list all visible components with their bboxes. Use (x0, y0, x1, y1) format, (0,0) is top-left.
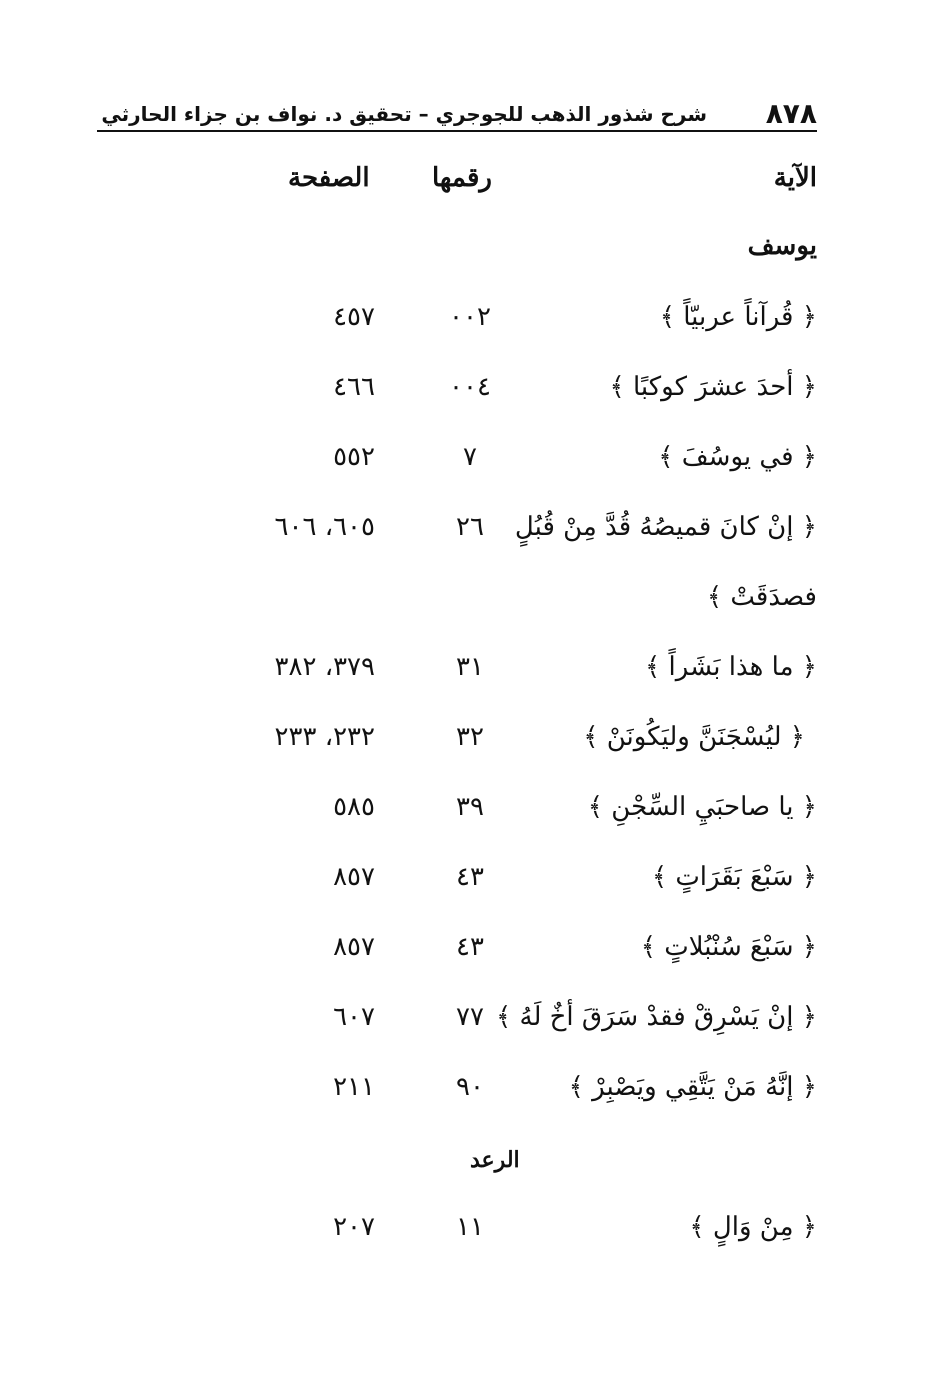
page-reference: ٢٣٢، ٢٣٣ (274, 722, 375, 752)
table-row (0, 1057, 940, 1117)
table-row-continuation (0, 567, 940, 627)
page-header (97, 98, 817, 132)
column-header-number: رقمها (432, 163, 492, 193)
verse-text: ﴿ يا صاحبَيِ السِّجْنِ ﴾ (587, 792, 817, 822)
verse-number: ٤٣ (456, 862, 484, 892)
table-row (0, 847, 940, 907)
page-reference: ٤٥٧ (333, 302, 375, 332)
verse-text: ﴿ سَبْعَ سُنْبُلاتٍ ﴾ (640, 932, 817, 962)
verse-number: ٣١ (456, 652, 484, 682)
verse-text: ﴿ إنْ يَسْرِقْ فقدْ سَرَقَ أخٌ لَهُ ﴾ (496, 1002, 817, 1032)
page-reference: ٣٧٩، ٣٨٢ (274, 652, 375, 682)
section-title-yusuf: يوسف (747, 231, 817, 261)
page-reference: ٢١١ (333, 1072, 375, 1102)
table-row (0, 287, 940, 347)
table-row (0, 357, 940, 417)
page-reference: ٨٥٧ (333, 932, 375, 962)
verse-number: ٧ (463, 442, 477, 472)
table-row (0, 777, 940, 837)
verse-text: ﴿ ما هذا بَشَراً ﴾ (645, 652, 817, 682)
verse-number: ٩٠ (456, 1072, 484, 1102)
section-title-raad: الرعد (470, 1147, 520, 1173)
verse-number: ١١ (456, 1212, 484, 1242)
page-reference: ٢٠٧ (333, 1212, 375, 1242)
page-reference: ٦٠٥، ٦٠٦ (274, 512, 375, 542)
verse-text: ﴿ في يوسُفَ ﴾ (658, 442, 817, 472)
column-header-page: الصفحة (288, 163, 370, 193)
page-reference: ٤٦٦ (333, 372, 375, 402)
verse-number: ٣٢ (456, 722, 484, 752)
verse-text: ﴿ قُرآناً عربيّاً ﴾ (659, 302, 817, 332)
verse-number: ٠٠٤ (449, 372, 491, 402)
table-row (0, 497, 940, 557)
table-row (0, 1197, 940, 1257)
verse-text: ﴿ إنَّهُ مَنْ يَتَّقِي ويَصْبِرْ ﴾ (568, 1072, 817, 1102)
verse-number: ٤٣ (456, 932, 484, 962)
verse-text: ﴿ أحدَ عشرَ كوكبًا ﴾ (609, 372, 817, 402)
verse-text: ﴿ مِنْ وَالٍ ﴾ (689, 1212, 817, 1242)
table-row (0, 987, 940, 1047)
table-row (0, 637, 940, 697)
running-title: شرح شذور الذهب للجوجري – تحقيق د. نواف بن جزاء الحارثي (101, 102, 707, 126)
verse-text: ﴿ سَبْعَ بَقَرَاتٍ ﴾ (651, 862, 817, 892)
column-header-verse: الآية (773, 163, 817, 193)
verse-number: ٧٧ (456, 1002, 484, 1032)
page-number: ٨٧٨ (765, 97, 817, 130)
verse-number: ٢٦ (456, 512, 484, 542)
verse-number: ٣٩ (456, 792, 484, 822)
verse-text: ﴿ ليُسْجَنَنَّ وليَكُونَنْ ﴾ (583, 722, 805, 752)
verse-text: ﴿ إنْ كانَ قميصُهُ قُدَّ مِنْ قُبُلٍ (514, 512, 817, 542)
page-reference: ٥٥٢ (333, 442, 375, 472)
page-reference: ٥٨٥ (333, 792, 375, 822)
page-reference: ٦٠٧ (333, 1002, 375, 1032)
page-reference: ٨٥٧ (333, 862, 375, 892)
verse-text: فصدَقَتْ ﴾ (706, 582, 817, 612)
table-row (0, 427, 940, 487)
verse-number: ٠٠٢ (449, 302, 491, 332)
table-row (0, 917, 940, 977)
table-row (0, 707, 940, 767)
